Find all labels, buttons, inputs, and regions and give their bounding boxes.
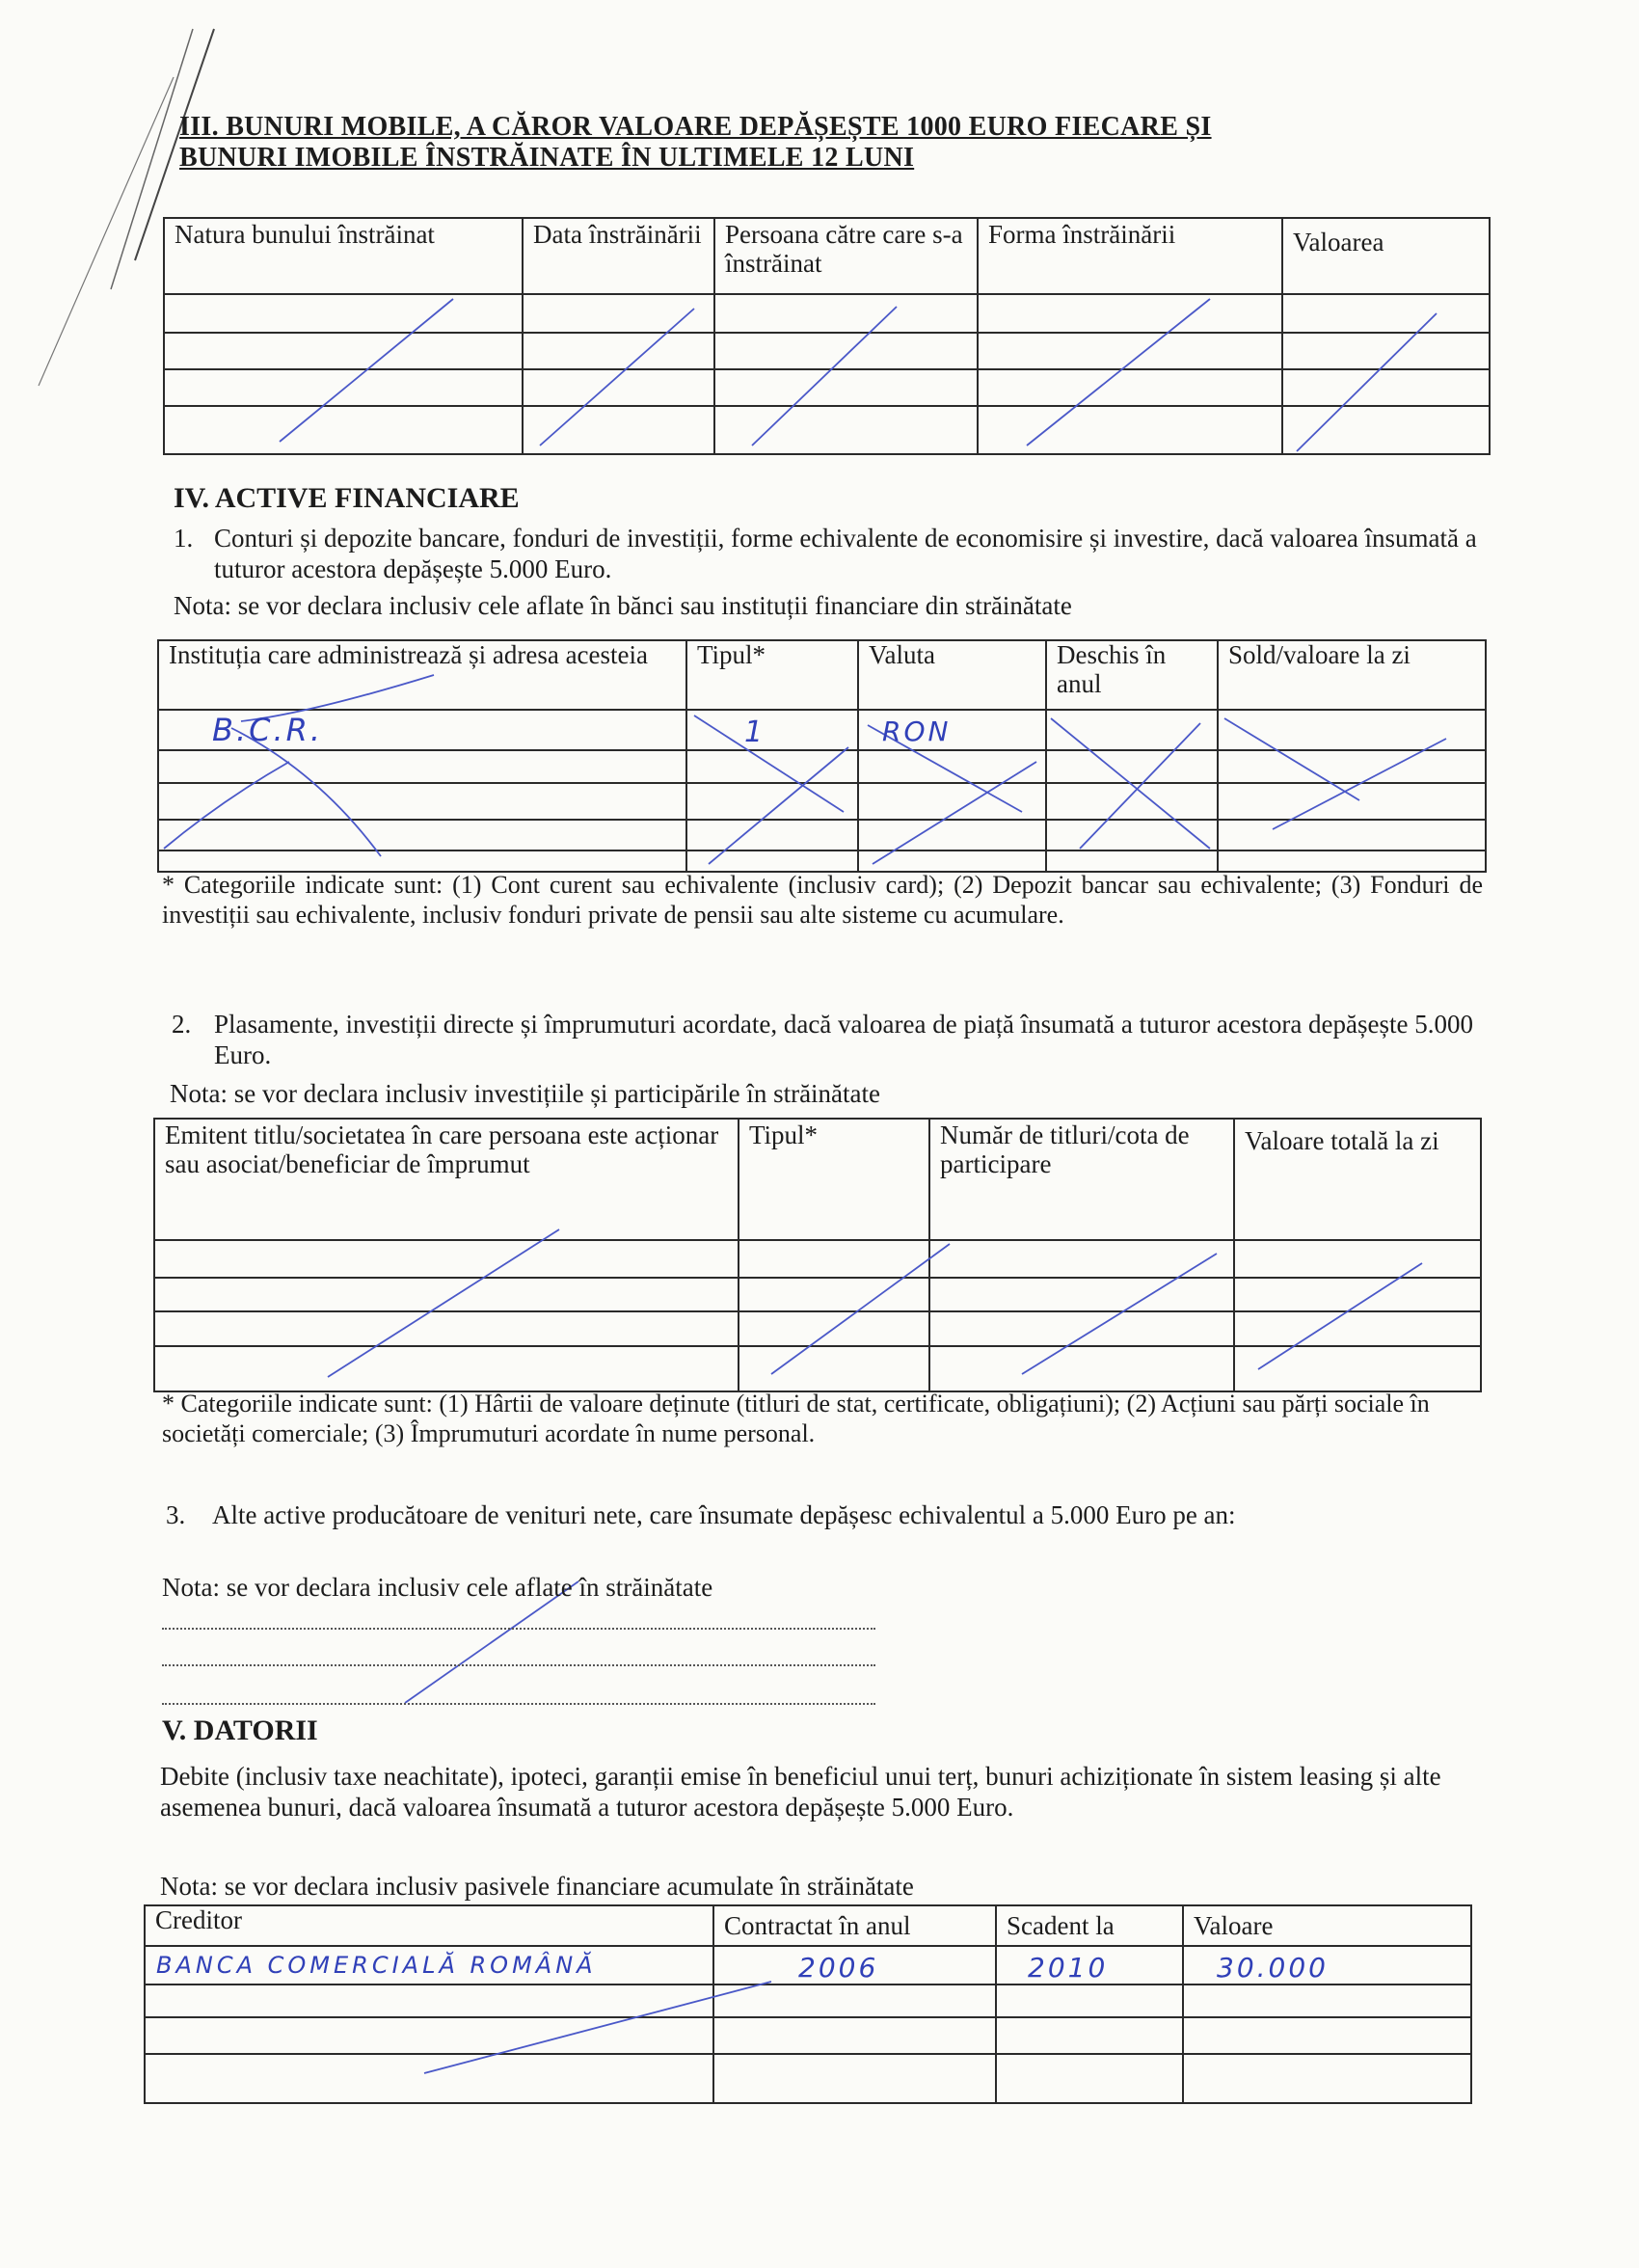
t1-institution-value: B.C.R. — [212, 712, 324, 748]
p2-number: 2. — [172, 1010, 192, 1039]
t1-col-deschis: Deschis în anul — [1057, 640, 1167, 698]
p3-dotted-line-3 — [162, 1703, 875, 1707]
t3-col-creditor: Creditor — [155, 1905, 242, 1934]
t1-type-value: 1 — [744, 716, 766, 749]
t1-col-valuta: Valuta — [869, 640, 935, 669]
t1-col-tipul: Tipul* — [697, 640, 766, 669]
p3-number: 3. — [166, 1500, 186, 1529]
p3-note: Nota: se vor declara inclusiv cele aflate în străinătate — [162, 1573, 713, 1602]
p3-dotted-line-1 — [162, 1628, 875, 1632]
p2-text: Plasamente, investiții directe și împrumuturi acordate, dacă valoarea de piață însumată a tuturor acestora depășește 5.000 Euro. — [214, 1010, 1474, 1069]
s3-col-data: Data înstrăinării — [533, 220, 702, 249]
section3-title-line2: BUNURI IMOBILE ÎNSTRĂINATE ÎN ULTIMELE 12 LUNI — [179, 143, 915, 173]
p1-text: Conturi și depozite bancare, fonduri de investiții, forme echivalente de economisire și investire, dacă valoarea însumată a tuturor acestora depășește 5.000 Euro. — [214, 524, 1477, 583]
t3-col-scadent: Scadent la — [1007, 1911, 1115, 1940]
t1-col-institutia: Instituția care administrează și adresa acesteia — [169, 640, 648, 669]
section4-title: IV. ACTIVE FINANCIARE — [174, 482, 520, 514]
p1-note: Nota: se vor declara inclusiv cele aflate în bănci sau instituții financiare din străinătate — [174, 591, 1072, 620]
t1-currency-value: RON — [882, 716, 952, 747]
t3-col-valoare: Valoare — [1194, 1911, 1274, 1940]
p2-note: Nota: se vor declara inclusiv investițiile și participările în străinătate — [170, 1079, 881, 1108]
s3-col-persoana: Persoana către care s-a înstrăinat — [725, 220, 963, 278]
s3-col-valoarea: Valoarea — [1293, 228, 1384, 256]
section5-text: Debite (inclusiv taxe neachitate), ipoteci, garanții emise în beneficiul unui terț, bunuri achiziționate în sistem leasing și alte asemenea bunuri, dacă valoarea însumată a tuturor acestora depășește 5.000 Euro. — [160, 1762, 1441, 1822]
section3-title-line1: III. BUNURI MOBILE, A CĂROR VALOARE DEPĂȘEȘTE 1000 EURO FIECARE ȘI — [179, 112, 1212, 142]
p3-dotted-line-2 — [162, 1664, 875, 1668]
s3-col-natura: Natura bunului înstrăinat — [175, 220, 435, 249]
t2-col-numar: Număr de titluri/cota de participare — [940, 1120, 1190, 1178]
t3-value-value: 30.000 — [1217, 1952, 1329, 1984]
p3-text: Alte active producătoare de venituri nete, care însumate depășesc echivalentul a 5.000 Euro pe an: — [212, 1500, 1236, 1529]
t2-col-valoare: Valoare totală la zi — [1245, 1126, 1439, 1155]
t2-footnote: * Categoriile indicate sunt: (1) Hârtii de valoare deținute (titluri de stat, certificate, obligațiuni); (2) Acțiuni sau părți sociale în societăți comerciale; (3) Împrumuturi acordate în nume personal. — [162, 1390, 1430, 1447]
t2-col-tipul: Tipul* — [749, 1120, 819, 1149]
t3-creditor-value: BANCA COMERCIALĂ ROMÂNĂ — [156, 1952, 597, 1979]
t3-col-contractat: Contractat în anul — [724, 1911, 911, 1940]
t1-footnote: * Categoriile indicate sunt: (1) Cont curent sau echivalente (inclusiv card); (2) Depozit bancar sau echivalente; (3) Fonduri de investiții sau echivalente, inclusiv fonduri private de pensii sau alte sisteme cu acumulare. — [162, 871, 1483, 929]
section5-note: Nota: se vor declara inclusiv pasivele financiare acumulate în străinătate — [160, 1872, 914, 1901]
section5-title: V. DATORII — [162, 1714, 318, 1746]
p1-number: 1. — [174, 524, 194, 553]
t1-col-sold: Sold/valoare la zi — [1228, 640, 1411, 669]
s3-col-forma: Forma înstrăinării — [988, 220, 1176, 249]
t2-col-emitent: Emitent titlu/societatea în care persoana este acționar sau asociat/beneficiar de împrumut — [165, 1120, 719, 1178]
t3-year-value: 2006 — [798, 1952, 879, 1984]
t3-due-value: 2010 — [1028, 1952, 1109, 1984]
